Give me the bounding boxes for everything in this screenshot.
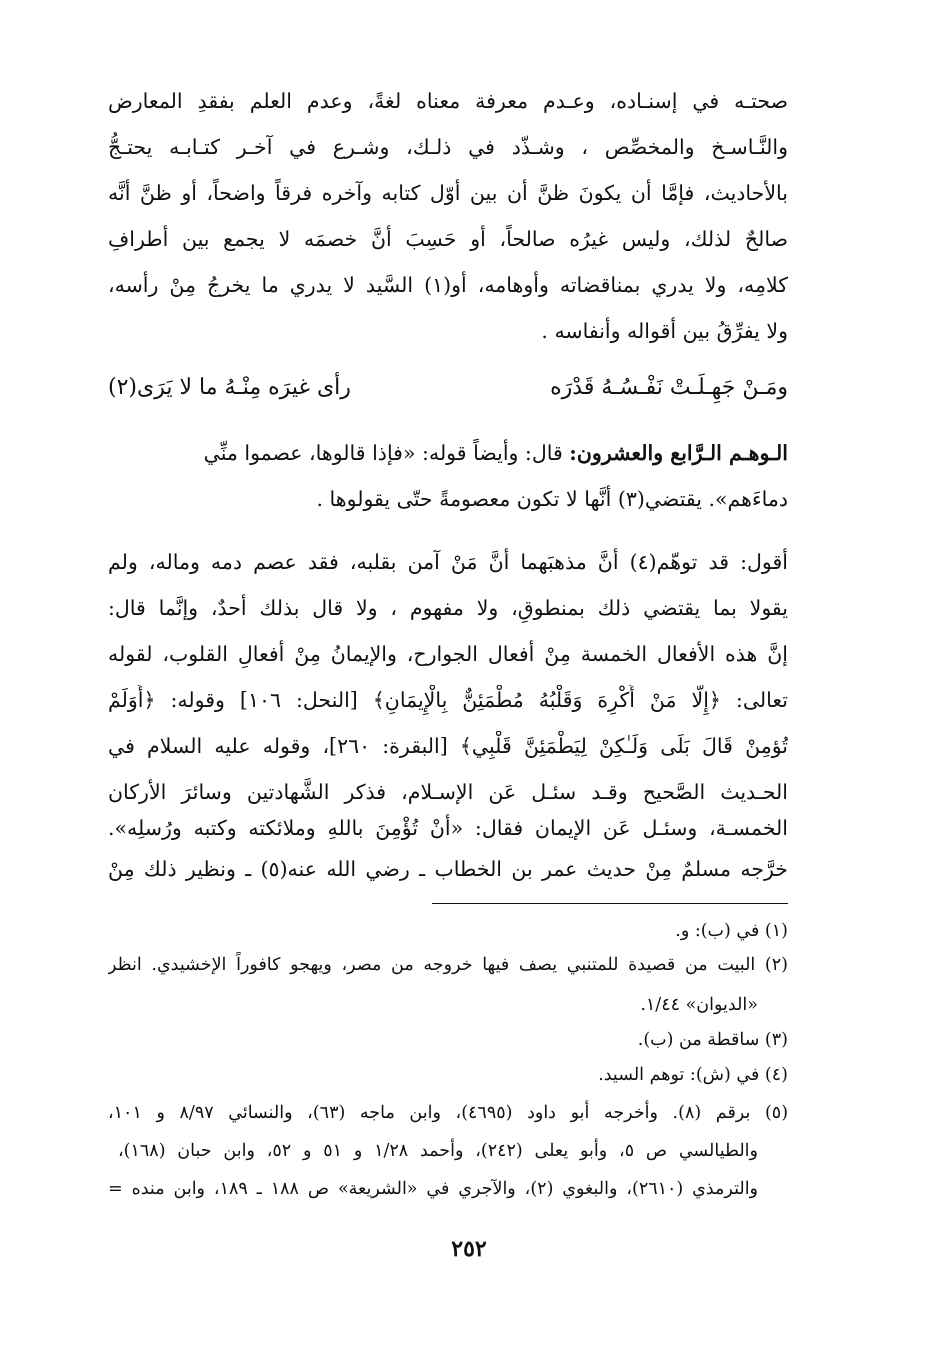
footnote-separator bbox=[432, 903, 788, 904]
text-line bbox=[108, 438, 788, 468]
footnote: (٣) ساقطة من (ب). bbox=[637, 1030, 788, 1050]
footnote: (٥) برقم (٨). وأخرجه أبو داود (٤٦٩٥)، وابن ماجه (٦٣)، والنسائي ٨/٩٧ و ١٠١، bbox=[108, 1103, 788, 1123]
text-line: تُؤمِنْ قَالَ بَلَى وَلَـٰكِنْ لِيَطْمَئِنَّ قَلْبِي﴾ [البقرة: ٢٦٠]، وقوله عليه السلام في bbox=[108, 734, 788, 758]
text-line: كلامِه، ولا يدري بمناقضاته وأوهامه، أو(١) السَّيد لا يدري ما يخرجُ مِنْ رأسه، bbox=[108, 273, 788, 297]
footnote-continuation: «الديوان» ١/٤٤. bbox=[640, 995, 758, 1015]
text-line: الحـديث الصَّحيح وقـد سئـل عَن الإسـلام، فذكر الشَّهادتين وسائرَ الأركان bbox=[108, 780, 788, 804]
footnote: (٢) البيت من قصيدة للمتنبي يصف فيها خروجه من مصر، ويهجو كافوراً الإخشيدي. انظر bbox=[108, 955, 788, 975]
text-line: إنَّ هذه الأفعال الخمسة مِنْ أفعال الجوارح، والإيمانُ مِنْ أفعالِ القلوب، لقوله bbox=[108, 642, 788, 666]
footnote: (١) في (ب): و. bbox=[675, 921, 788, 941]
text-line: يقولا بما يقتضي ذلك بمنطوقٍ، ولا مفهوم ، ولا قال بذلك أحدٌ، وإنَّما قال: bbox=[108, 596, 788, 620]
text-line: صحتـه في إسنـاده، وعـدم معرفة معناه لغةً، وعدم العلم بفقدِ المعارض bbox=[108, 89, 788, 113]
verse-first-hemistich: ومَـنْ جَهِـلَـتْ نَفْـسُـهُ قَدْرَه bbox=[550, 375, 788, 400]
verse-second-hemistich: رأى غيرَه مِنْـهُ ما لا يَرَى(٢) bbox=[108, 375, 351, 400]
text-line: دماءَهم». يقتضي(٣) أنَّها لا تكون معصومةً حتّى يقولوها . bbox=[316, 487, 788, 511]
text-line: خرَّجه مسلمٌ مِنْ حديث عمر بن الخطاب ـ رضي الله عنه(٥) ـ ونظير ذلك مِنْ bbox=[108, 857, 788, 881]
footnote-continuation: والترمذي (٢٦١٠)، والبغوي (٢)، والآجري في «الشريعة» ص ١٨٨ ـ ١٨٩، وابن منده = bbox=[108, 1179, 758, 1199]
text-line: أقول: قد توهّم(٤) أنَّ مذهبَهما أنَّ مَنْ آمن بقلبه، فقد عصم دمه وماله، ولم bbox=[108, 550, 788, 574]
text-line: صالحٌ لذلك، وليس غيرُه صالحاً، أو حَسِبَ أنَّ خصمَه لا يجمع بين أطرافِ bbox=[108, 227, 788, 251]
text-line: ولا يفرِّقُ بين أقواله وأنفاسه . bbox=[541, 319, 788, 343]
text-line: تعالى: ﴿إِلَّا مَنْ أُكْرِهَ وَقَلْبُهُ مُطْمَئِنٌّ بِالْإِيمَانِ﴾ [النحل: ١٠٦] وقوله: ﴿أَوَلَمْ bbox=[108, 688, 788, 712]
section-text: قال: وأيضاً قوله: «فإذا قالوها، عصموا منِّي bbox=[203, 441, 570, 465]
footnote: (٤) في (ش): توهم السيد. bbox=[598, 1065, 788, 1085]
text-line: الخمسـة، وسئـل عَن الإيمان فقال: «أنْ تُؤْمِنَ باللهِ وملائكته وكتبه ورُسلِه». bbox=[108, 816, 788, 840]
text-line: والنَّـاسـخ والمخصِّص ، وشـذّد في ذلـك، وشـرع في آخـر كتـابـه يحتـجُّ bbox=[108, 135, 788, 159]
text-line: بالأحاديث، فإمَّا أن يكونَ ظنَّ أن بين أوّل كتابه وآخره فرقاً واضحاً، أو ظنَّ أنَّه bbox=[108, 181, 788, 205]
page-number: ٢٥٢ bbox=[451, 1236, 487, 1262]
footnote-continuation: والطيالسي ص ٥، وأبو يعلى (٢٤٢)، وأحمد ١/٢٨ و ٥١ و ٥٢، وابن حبان (١٦٨)، bbox=[118, 1141, 758, 1161]
section-heading: الـوهـم الـرَّابع والعشرون: bbox=[569, 441, 788, 465]
